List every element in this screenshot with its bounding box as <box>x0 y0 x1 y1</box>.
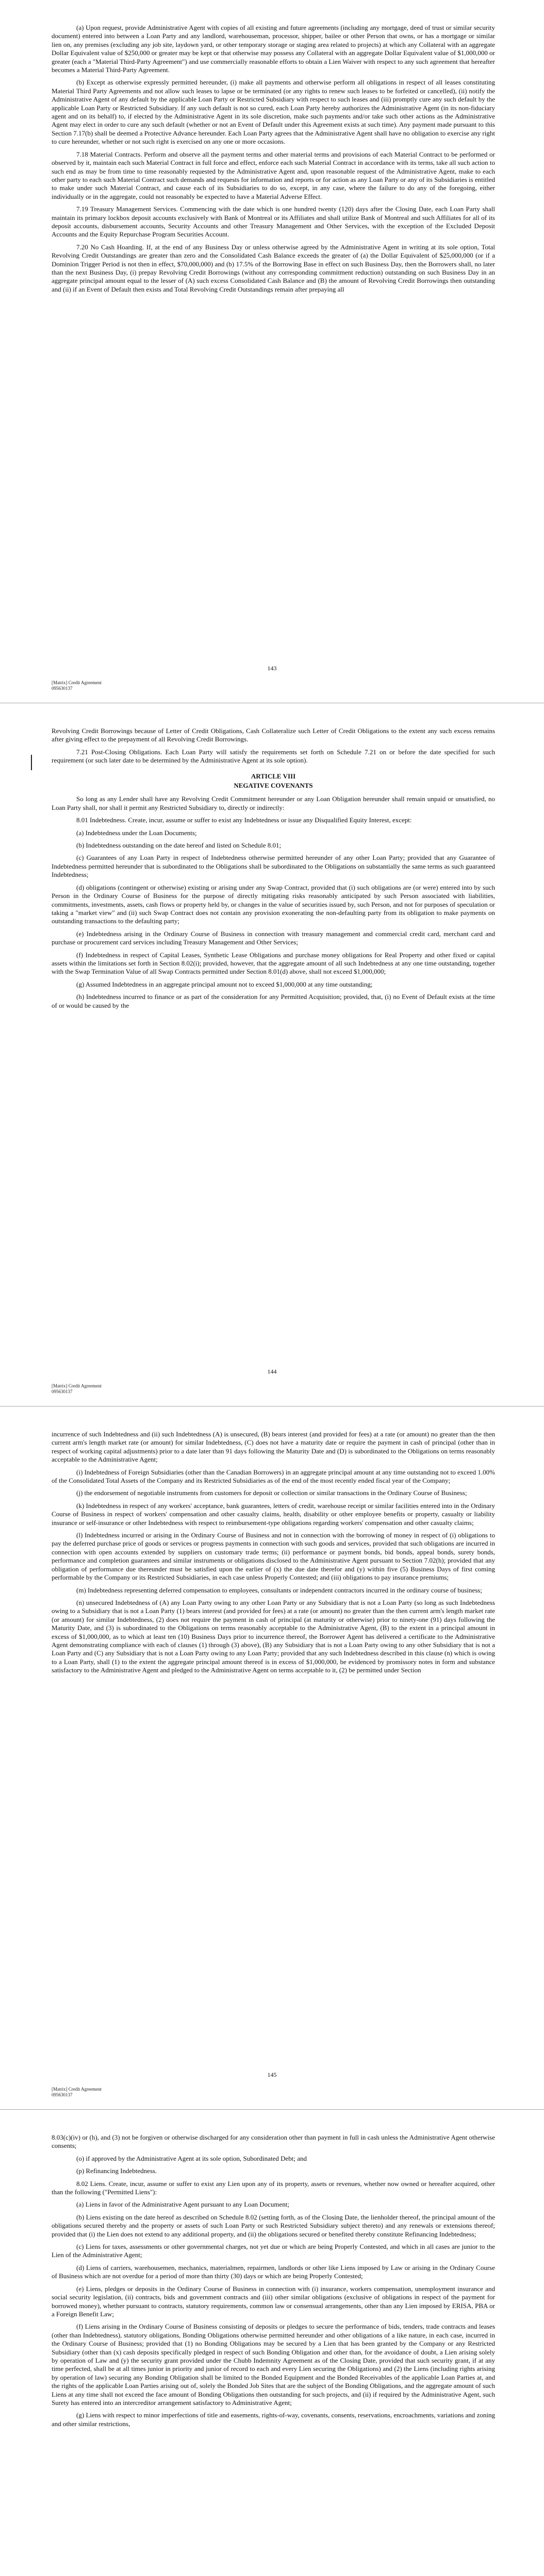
page-body <box>52 727 495 1366</box>
page-number: 143 <box>267 665 277 672</box>
page-143 <box>0 0 544 703</box>
page-body <box>52 2133 495 2576</box>
paragraph-8-01-g: (g) Assumed Indebtedness in an aggregate principal amount not to exceed $1,000,000 at any time outstanding; <box>76 980 373 988</box>
paragraph-continuation: Revolving Credit Borrowings because of Letter of Credit Obligations, Cash Collateralize such Letter of Credit Obligations to the extent any such excess remains after giving effect to the prepayment of all Revolving Credit Borrowings. <box>52 727 495 743</box>
paragraph-8-01-n: (n) unsecured Indebtedness of (A) any Loan Party owing to any other Loan Party or any Subsidiary that is not a Loan Party (so long as such Indebtedness owing to a Subsidiary that is not a Loan Party (1) bears interest (and provided for fees) at a rate (or amount) no greater than the then current arm's length market rate (or amount) for similar Indebtedness, (2) does not require the payment in cash of principal (at maturity or otherwise) prior to ninety-one (91) days following the Maturity Date, and (3) is subordinated to the Obligations on terms reasonably acceptable to the Administrative Agent, (B) to the extent in a principal amount in excess of $1,000,000, as to which at least ten (10) Business Days prior to incurrence thereof, the Borrower Agent has delivered a certificate to the Administrative Agent demonstrating compliance with each of clauses (1) through (3) above), (B) any Subsidiary that is not a Loan Party owing to any other Subsidiary that is not a Loan Party and (C) any Subsidiary that is not a Loan Party owing to any Loan Party; provided that any such Indebtedness described in this clause (n) which is owing to a Loan Party, shall (1) to the extent the aggregate principal amount thereof is in excess of $1,000,000, be evidenced by promissory notes in form and substance satisfactory to the Administrative Agent and pledged to the Administrative Agent on terms acceptable to it, (2) be permitted under Section <box>52 1598 495 1674</box>
page-body <box>52 1430 495 2069</box>
article-title: NEGATIVE COVENANTS <box>234 782 313 790</box>
paragraph-7-21-post-closing: 7.21 Post-Closing Obligations. Each Loan Party will satisfy the requirements set forth on Schedule 7.21 on or before the date specified for such requirement (or such later date to be determined by the Administrative Agent at its sole option). <box>52 748 495 765</box>
paragraph-8-01-f: (f) Indebtedness in respect of Capital Leases, Synthetic Lease Obligations and purchase money obligations for Real Property and other fixed or capital assets within the limitations set forth in Section 8.02(i); provided, however, that the aggregate amount of all such Indebtedness at any one time outstanding, together with the Swap Termination Value of all Swap Contracts permitted under Section 8.01(d) above, shall not exceed $1,000,000; <box>52 951 495 976</box>
paragraph-8-01-l: (l) Indebtedness incurred or arising in the Ordinary Course of Business and not in connection with the borrowing of money in respect of (i) obligations to pay the deferred purchase price of goods or services or progress payments in connection with such goods and services, provided that such obligations are incurred in connection with open accounts extended by suppliers on customary trade terms; (ii) performance or payment bonds, bid bonds, appeal bonds, surety bonds, performance and completion guarantees and similar instruments or obligations disclosed to the Administrative Agent pursuant to Section 7.02(h); provided that any obligation of performance due thereunder must be satisfied upon the earlier of (x) the due date therefor and (y) within five (5) Business Days of first coming performable by the Company or its Restricted Subsidiaries, in each case unless Properly Contested; and (iii) obligations to pay insurance premiums; <box>52 1531 495 1582</box>
page-144 <box>0 703 544 1406</box>
revision-change-bar <box>31 755 32 770</box>
spacer <box>52 769 495 771</box>
paragraph-8-02-b: (b) Liens existing on the date hereof as described on Schedule 8.02 (setting forth, as of the Closing Date, the lienholder thereof, the principal amount of the obligations secured thereby and the property or assets of such Loan Party or such Restricted Subsidiary subject thereto) and any renewals or extensions thereof; provided that (i) the Lien does not extend to any additional property, and (ii) the obligations secured or benefited thereby constitute Refinancing Indebtedness; <box>52 2213 495 2238</box>
paragraph-continuation: 8.03(c)(iv) or (h), and (3) not be forgiven or otherwise discharged for any consideration other than payment in full in cash unless the Administrative Agent otherwise consents; <box>52 2133 495 2150</box>
paragraph-negative-covenants-intro: So long as any Lender shall have any Revolving Credit Commitment hereunder or any Loan Obligation hereunder shall remain unpaid or unsatisfied, no Loan Party shall, nor shall it permit any Restricted Subsidiary to, directly or indirectly: <box>52 795 495 811</box>
paragraph-8-01-m: (m) Indebtedness representing deferred compensation to employees, consultants or independent contractors incurred in the ordinary course of business; <box>76 1586 482 1594</box>
page-footer <box>52 2087 102 2098</box>
paragraph-7-17-a: (a) Upon request, provide Administrative Agent with copies of all existing and future agreements (including any mortgage, deed of trust or similar security document) entered into between a Loan Party and any landlord, warehouseman, processor, shipper, bailee or other Person that owns, or has a mortgage or similar lien on, any premises (excluding any job site, laydown yard, or other temporary storage or staging area related to projects) at which any Collateral with an aggregate Dollar Equivalent value of $250,000 or greater may be kept or that otherwise may possess any Collateral with an aggregate Dollar Equivalent value of $1,000,000 or greater (each a "Material Third-Party Agreement") and use commercially reasonable efforts to obtain a Lien Waiver with respect to any such agreement that hereafter becomes a Material Third-Party Agreement. <box>52 24 495 74</box>
paragraph-8-01-k: (k) Indebtedness in respect of any workers' acceptance, bank guarantees, letters of credit, warehouse receipt or similar facilities entered into in the Ordinary Course of Business in respect of workers' compensation and other casualty claims, health, disability or other employee benefits or property, casualty or liability insurance or self-insurance or other Indebtedness with respect to reimbursement-type obligations regarding workers' compensation and other casualty claims; <box>52 1501 495 1527</box>
footer-label: [Matrix] Credit Agreement <box>52 1383 102 1388</box>
footer-code: 095630137 <box>52 2092 73 2097</box>
paragraph-continuation: incurrence of such Indebtedness and (ii) such Indebtedness (A) is unsecured, (B) bears interest (and provided for fees) at a rate (or amount) no greater than the then current arm's length market rate (or amount) for similar Indebtedness, (C) does not have a maturity date or require the payment in cash of principal (other than in respect of working capital adjustments) prior to a date later than 91 days following the Maturity Date and (D) is subordinated to the Obligations on terms reasonably acceptable to the Administrative Agent; <box>52 1430 495 1464</box>
page-146 <box>0 2110 544 2576</box>
paragraph-8-01-p: (p) Refinancing Indebtedness. <box>76 2167 157 2175</box>
paragraph-8-02-c: (c) Liens for taxes, assessments or other governmental charges, not yet due or which are being Properly Contested, and which in all cases are junior to the Lien of the Administrative Agent; <box>52 2243 495 2259</box>
paragraph-8-02-f: (f) Liens arising in the Ordinary Course of Business consisting of deposits or pledges to secure the performance of bids, tenders, trade contracts and leases (other than Indebtedness), statutory obligations, Bonding Obligations otherwise permitted hereunder and other obligations of a like nature, in each case, incurred in the Ordinary Course of Business; provided that (1) no Bonding Obligations may be secured by a Lien that has been granted by the Company or any Restricted Subsidiary (other than (x) cash deposits specifically pledged in respect of such Bonding Obligation and other than, for the avoidance of doubt, a Lien arising solely by operation of Law and (y) the security grant provided under the Chubb Indemnity Agreement as of the Closing Date, provided that such security grant, if at any time perfected, shall be at all times junior in priority and junior of record to each and every Lien securing the Obligations) and (2) the Liens (including rights arising by operation of law) securing any Bonding Obligation shall be limited to the Bonded Equipment and the Bonded Receivables of the applicable Loan Parties at, and the rights of the applicable Loan Parties arising out of, solely the Bonded Job Sites that are the subject of the Bonding Obligations, and the aggregate amount of such Liens at any time shall not exceed the face amount of Bonding Obligations then outstanding for such projects, and (ii) if required by the Administrative Agent, such Surety has entered into an intercreditor arrangement satisfactory to Administrative Agent; <box>52 2323 495 2406</box>
paragraph-8-01-a: (a) Indebtedness under the Loan Documents; <box>76 828 197 837</box>
paragraph-8-01-e: (e) Indebtedness arising in the Ordinary Course of Business in connection with treasury management and commercial credit card, merchant card and purchase or procurement card services including Treasury Management and Other Services; <box>52 929 495 946</box>
paragraph-8-01-b: (b) Indebtedness outstanding on the date hereof and listed on Schedule 8.01; <box>76 841 282 850</box>
paragraph-8-01-d: (d) obligations (contingent or otherwise) existing or arising under any Swap Contract, provided that (i) such obligations are (or were) entered into by such Person in the Ordinary Course of Business for the purpose of directly mitigating risks reasonably anticipated by such Person associated with liabilities, commitments, investments, assets, cash flows or property held by, or changes in the value of securities issued by, such Person, and not for purposes of speculation or taking a "market view" and (ii) such Swap Contract does not contain any provision exonerating the non-defaulting party from its obligation to make payments on outstanding transactions to the defaulting party; <box>52 883 495 925</box>
paragraph-8-01-c: (c) Guarantees of any Loan Party in respect of Indebtedness otherwise permitted hereunder of any other Loan Party; provided that any Guarantee of Indebtedness permitted hereunder that is subordinated to the Obligations shall be subordinated to the Obligations on substantially the same terms as such guaranteed Indebtedness; <box>52 854 495 879</box>
article-heading: ARTICLE VIII <box>251 772 296 780</box>
paragraph-7-19-treasury-management: 7.19 Treasury Management Services. Commencing with the date which is one hundred twenty (120) days after the Closing Date, each Loan Party shall maintain its primary lockbox deposit accounts exclusively with Bank of Montreal or its Affiliates and shall utilize Bank of Montreal and such Affiliates for all of its deposit accounts, disbursement accounts, Security Accounts and other Treasury Management and Other Services, with the exception of the Excluded Deposit Accounts and the Equity Repurchase Program Securities Account. <box>52 205 495 239</box>
paragraph-8-01-indebtedness: 8.01 Indebtedness. Create, incur, assume or suffer to exist any Indebtedness or issue any Disqualified Equity Interest, except: <box>76 816 412 824</box>
page-footer <box>52 1383 102 1395</box>
page-number: 144 <box>267 1368 277 1375</box>
page-footer <box>52 680 102 691</box>
paragraph-8-01-h: (h) Indebtedness incurred to finance or as part of the consideration for any Permitted Acquisition; provided, that, (i) no Event of Default exists at the time of or would be caused by the <box>52 993 495 1009</box>
footer-code: 095630137 <box>52 1389 73 1394</box>
paragraph-8-01-i: (i) Indebtedness of Foreign Subsidiaries (other than the Canadian Borrowers) in an aggregate principal amount at any time outstanding not to exceed 1.00% of the Consolidated Total Assets of the Company and its Restricted Subsidiaries as of the end of the most recently ended fiscal year of the Company; <box>52 1468 495 1485</box>
paragraph-8-01-j: (j) the endorsement of negotiable instruments from customers for deposit or collection or similar transactions in the Ordinary Course of Business; <box>76 1489 467 1497</box>
paragraph-8-02-d: (d) Liens of carriers, warehousemen, mechanics, materialmen, repairmen, landlords or other like Liens imposed by Law or arising in the Ordinary Course of Business which are not overdue for a period of more than thirty (30) days or which are being Properly Contested; <box>52 2263 495 2280</box>
paragraph-8-02-e: (e) Liens, pledges or deposits in the Ordinary Course of Business in connection with (i) insurance, workers compensation, unemployment insurance and social security legislation, (ii) contracts, bids and government contracts and (iii) other similar obligations (exclusive of obligations in respect of the payment for borrowed money), whether pursuant to contracts, statutory requirements, common law or consensual arrangements, other than any Lien imposed by ERISA, PBA or a Foreign Benefit Law; <box>52 2284 495 2318</box>
paragraph-8-02-g: (g) Liens with respect to minor imperfections of title and easements, rights-of-way, covenants, consents, reservations, encroachments, variations and zoning and other similar restrictions, <box>52 2411 495 2428</box>
paragraph-7-18-material-contracts: 7.18 Material Contracts. Perform and observe all the payment terms and other material terms and provisions of each Material Contract to be performed or observed by it, maintain each such Material Contract in full force and effect, enforce each such Material Contract in accordance with its terms, take all such action to such end as may be from time to time reasonably requested by the Administrative Agent and, upon reasonable request of the Administrative Agent, make to each other party to each such Material Contract such demands and requests for information and reports or for action as any Loan Party or any of its Subsidiaries is entitled to make under such Material Contract, and cause each of its Subsidiaries to do so, except, in any case, where the failure to do any of the foregoing, either individually or in the aggregate, could not reasonably be expected to have a Material Adverse Effect. <box>52 150 495 200</box>
paragraph-8-02-a: (a) Liens in favor of the Administrative Agent pursuant to any Loan Document; <box>76 2200 290 2209</box>
paragraph-7-17-b: (b) Except as otherwise expressly permitted hereunder, (i) make all payments and otherwise perform all obligations in respect of all leases constituting Material Third Party Agreements and not allow such leases to lapse or be terminated (or any rights to renew such leases to be forfeited or cancelled), (ii) notify the Administrative Agent of any default by the applicable Loan Party or Restricted Subsidiary with respect to such leases and (iii) promptly cure any such default by the applicable Loan Party or Restricted Subsidiary. If any such default is not so cured, each Loan Party hereby authorizes the Administrative Agent (in its non-fiduciary agent and on its behalf) to, if elected by the Administrative Agent in its sole discretion, make such payments and/or take such other actions as the Administrative Agent may elect in order to cure any such default (whether or not an Event of Default under this Agreement exists at such time). Any payment made pursuant to this Section 7.17(b) shall be deemed a Protective Advance hereunder. Each Loan Party agrees that the Administrative Agent shall have no obligation to exercise any right to cure hereunder, whether or not such right is exercised on any one or more occasions. <box>52 78 495 146</box>
paragraph-8-01-o: (o) if approved by the Administrative Agent at its sole option, Subordinated Debt; and <box>76 2154 307 2162</box>
paragraph-7-20-no-cash-hoarding: 7.20 No Cash Hoarding. If, at the end of any Business Day or unless otherwise agreed by the Administrative Agent in writing at its sole option, Total Revolving Credit Outstandings are greater than zero and the Consolidated Cash Balance exceeds the greater of (a) the Dollar Equivalent of $25,000,000 (or if a Dominion Trigger Period is not then in effect, $70,000,000) and (b) 17.5% of the Borrowing Base in effect on such Business Day, then the Borrowers shall, no later than the next Business Day, (i) prepay Revolving Credit Borrowings (without any corresponding commitment reduction) outstanding on such Business Day in an aggregate principal amount equal to the lesser of (A) such excess Consolidated Cash Balance and (B) the amount of Revolving Credit Borrowings then outstanding and (ii) if an Event of Default then exists and Total Revolving Credit Outstandings remain after prepaying all <box>52 243 495 293</box>
paragraph-8-02-liens: 8.02 Liens. Create, incur, assume or suffer to exist any Lien upon any of its property, assets or revenues, whether now owned or hereafter acquired, other than the following ("Permitted Liens"): <box>52 2179 495 2196</box>
footer-code: 095630137 <box>52 686 73 691</box>
page-number: 145 <box>267 2071 277 2078</box>
footer-label: [Matrix] Credit Agreement <box>52 2087 102 2092</box>
page-body <box>52 24 495 663</box>
page-145 <box>0 1406 544 2110</box>
footer-label: [Matrix] Credit Agreement <box>52 680 102 685</box>
